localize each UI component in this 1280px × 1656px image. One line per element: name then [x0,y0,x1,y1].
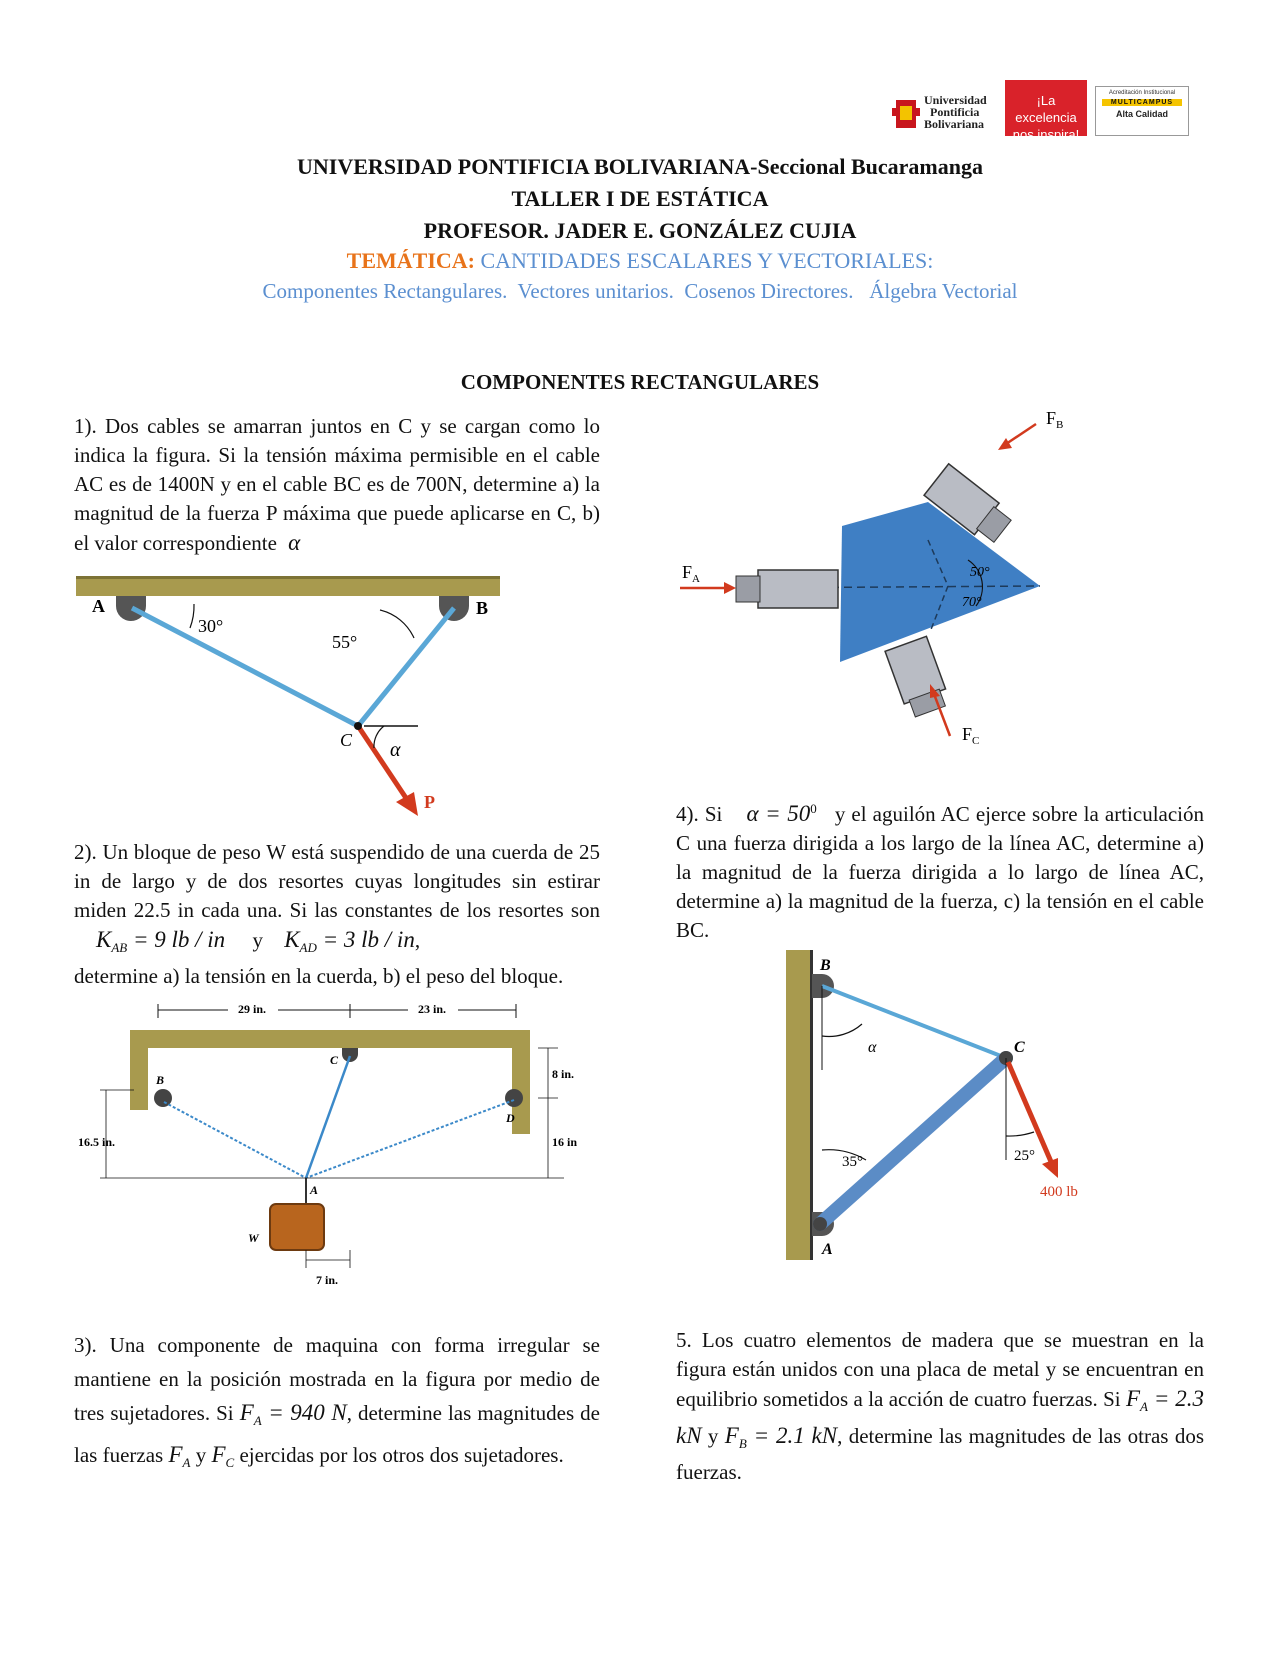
dim-29: 29 in. [238,1002,267,1016]
p3-f1-sub: A [182,1455,191,1470]
header-line-1: UNIVERSIDAD PONTIFICIA BOLIVARIANA-Seccional Bucaramanga [297,154,983,179]
p2-body-a: 2). Un bloque de peso W está suspendido de una cuerda de 25 in de largo y de dos resortes cuyas longitudes sin estirar miden 22.5 in cada una. Si las constantes de los resortes son [74,840,600,922]
p5-y: y [707,1424,719,1448]
label-b2: B [156,1073,165,1087]
p3-body-b: , determine las magnitudes de las fuerzas [74,1401,601,1467]
angle-25: 25° [1014,1148,1035,1164]
p3-f2: F [211,1442,226,1467]
section-title: COMPONENTES RECTANGULARES [460,370,820,394]
p5-fb-val: = 2.1 kN [746,1423,838,1448]
p5-body-a: 5. Los cuatro elementos de madera que se muestran en la figura están unidos con una placa de metal y se encuentran en equilibrio sometidos a la acción de cuatro fuerzas. Si [676,1328,1204,1411]
dim-8: 8 in. [552,1067,575,1081]
dim-7: 7 in. [316,1273,339,1287]
dim-16-5: 16.5 in. [78,1135,116,1149]
force-fb [1006,424,1036,444]
label-fb: $F_B$ [1046,410,1064,431]
label-c4: C [1014,1039,1025,1056]
machine-part [840,502,1040,662]
tema-line [0,248,1280,274]
accreditation-band: MULTICAMPUS [1102,99,1182,106]
p2-kab: K [96,927,112,952]
figure-2 [74,994,614,1294]
wall [786,950,812,1260]
shield-icon [890,96,922,132]
problem-2-text: 2). Un bloque de peso W está suspendido de una cuerda de 25 in de largo y de dos resortes cuyas longitudes sin estirar miden 22.5 in cada una. Si las constantes de los resortes son $K_{AB} = 9$ lb / in y $K_{AD} = 3$ lb / in, determine a) la tensión en la cuerda, b) el peso del bloque. [74,840,600,988]
p5-body-b: , determine las magnitudes de las otras dos fuerzas. [676,1424,1204,1484]
p3-body-c: ejercidas por los otros dos sujetadores. [239,1443,564,1467]
angle-alpha4: α [868,1039,877,1056]
topics-line: Componentes Rectangulares. Vectores unitarios. Cosenos Directores. Álgebra Vectorial [262,279,1018,303]
label-a4: A [822,1241,833,1258]
university-logo [890,94,1000,134]
label-a: A [92,596,105,616]
slogan-line-2: nos inspira! [1012,127,1080,142]
label-w: W [248,1231,259,1245]
p2-kab-val: = 9 lb / in [127,927,226,952]
label-fa: $F_A$ [682,562,700,585]
logo-line-2: Pontificia [930,105,980,119]
label-a2: A [310,1183,319,1197]
p2-y: y [252,928,263,952]
p2-kad-sub: AD [299,940,317,955]
label-c: C [340,730,353,750]
p1-body: 1). Dos cables se amarran juntos en C y se cargan como lo indica la figura. Si la tensión máxima permisible en el cable AC es de 1400N y en el cable BC es de 700N, determine a) la magnitud de la fuerza P máxima que puede aplicarse en C, b) el valor correspondiente [74,414,600,555]
problem-4-text [676,794,1204,945]
support-a [116,596,146,621]
p5-fa: F [1125,1386,1141,1411]
block-w [270,1204,324,1250]
angle-55: 55° [332,632,358,652]
figure-4 [786,950,1106,1270]
p5-fa-val: = 2.3 kN [676,1386,1204,1448]
header-line-2: TALLER I DE ESTÁTICA [511,186,769,211]
slogan-line-1: ¡La excelencia [1015,93,1077,125]
accreditation-logo [1095,86,1189,136]
label-fc: $F_C$ [962,724,980,747]
p3-f2-sub: C [225,1455,235,1470]
dim-23: 23 in. [418,1002,447,1016]
p2-kad: K [284,927,300,952]
p4-sup: 0 [810,801,817,816]
force-p-line [358,726,406,798]
p1-alpha: α [288,530,301,555]
problem-1-text [74,412,600,558]
logo-line-1: Universidad [924,93,987,107]
cord-ca [306,1056,350,1178]
header-line-3: PROFESOR. JADER E. GONZÁLEZ CUJIA [423,218,857,243]
figure-3 [680,410,1120,770]
tema-text: CANTIDADES ESCALARES Y VECTORIALES: [474,248,934,273]
p4-prefix: 4). Si [676,802,723,826]
p4-body: y el aguilón AC ejerce sobre la articulación C una fuerza dirigida a los largo de la línea AC, determine a) la magnitud de la fuerza dirigida a lo largo de línea AC, determine a) la magnitud de la fuerza, c) la tensión en el cable BC. [676,802,1205,942]
p2-kab-sub: AB [111,940,128,955]
frame [130,1030,530,1134]
angle-35: 35° [842,1154,863,1170]
logo-line-3: Bolivariana [924,117,985,131]
p3-fa-sub: A [253,1413,262,1428]
angle-50: 50° [970,565,990,580]
accreditation-title: Acreditación Institucional [1108,90,1176,96]
fastener-a [758,570,838,608]
p5-fb-sub: B [738,1436,747,1451]
angle-30: 30° [198,616,224,636]
p3-fa: F [239,1400,254,1425]
dim-16: 16 in [552,1135,578,1149]
problem-3-text: 3). Una componente de maquina con forma irregular se mantiene en la posición mostrada en la figura por medio de tres sujetadores. Si $F_A = 940$ N, determine las magnitudes de las fuerzas $F_A$ y $F_C$ ejercidas por los otros dos sujetadores. [74,1333,601,1470]
spring-ad [306,1100,514,1178]
p3-fa-val: = 940 N [261,1400,347,1425]
label-c2: C [330,1053,339,1067]
p3-body-a: 3). Una componente de maquina con forma irregular se mantiene en la posición mostrada en la figura por medio de tres sujetadores. Si [74,1333,600,1425]
label-d2: D [506,1111,515,1125]
figure-1 [74,570,510,820]
p3-f1: F [168,1442,183,1467]
slogan-logo [1005,80,1087,142]
p2-kad-val: = 3 lb / in [316,927,415,952]
label-b: B [476,598,489,618]
tema-label: TEMÁTICA: [346,248,475,273]
cable-ac [132,608,358,726]
p5-fa-sub: A [1140,1399,1148,1414]
boom-ac [820,1058,1006,1224]
p5-fb: F [724,1423,739,1448]
spring-ab [164,1102,306,1178]
label-b4: B [820,957,831,974]
problem-5-text [676,1326,1204,1487]
angle-70: 70° [962,595,982,610]
angle-alpha: α [390,739,401,761]
cable-bc-4 [822,986,1006,1058]
load-label: 400 lb [1040,1184,1078,1200]
accreditation-quality: Alta Calidad [1115,109,1168,119]
p4-alpha: α = 50 [746,801,811,826]
fastener-c [885,636,951,719]
label-p: P [424,792,435,812]
p2-body-b: determine a) la tensión en la cuerda, b) el peso del bloque. [74,964,564,988]
